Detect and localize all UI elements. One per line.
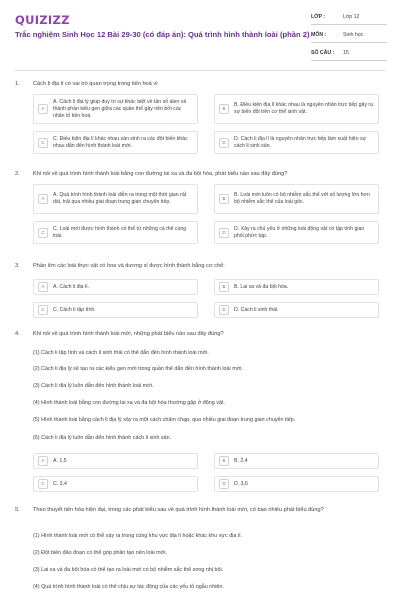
answer-option-a[interactable] (33, 279, 198, 295)
option-text: D. 3,6 (234, 480, 248, 487)
statement: (1) Hình thành loài mới có thể xảy ra trong cùng khu vực địa lí hoặc khác khu vực địa lí. (33, 533, 243, 539)
meta-value: Sinh học (343, 32, 364, 38)
statement: (4) Hình thành loài bằng con đường lai xa và đa bội hóa thường gặp ở động vật. (33, 400, 225, 406)
question-text: Khi nói về quá trình hình thành loài mới, những phát biểu nào sau đây đúng? (33, 331, 224, 337)
option-text: A. Quá trình hình thành loài diễn ra trong một thời gian rất dài, trải qua nhiều giai đoạn trung gian chuyển tiếp. (53, 192, 187, 205)
question-text: Cách li địa lí có vai trò quan trọng trong tiến hoá vì (33, 81, 158, 87)
answer-option-a[interactable] (33, 184, 198, 214)
meta-label: SỐ CÂU : (311, 50, 335, 56)
option-letter: D (219, 479, 229, 489)
question-text: Khi nói về quá trình hình thành loài bằng con đường lai xa và đa bội hóa, phát biểu nào sau đây đúng? (33, 171, 288, 177)
option-letter: A (38, 282, 48, 292)
statement: (3) Cách li địa lý luôn dẫn đến hình thành loài mới. (33, 383, 154, 389)
answer-option-b[interactable] (214, 94, 379, 124)
meta-label: MÔN : (311, 32, 327, 38)
answer-option-c[interactable] (33, 476, 198, 492)
option-text: B. Lai xa và đa bội hóa. (234, 283, 289, 290)
option-text: D. Cách li địa lí là nguyên nhân trực tiếp làm xuất hiện sự cách li sinh sản. (234, 135, 367, 149)
meta-value: 15 (343, 50, 349, 56)
answer-option-b[interactable] (214, 184, 379, 214)
question-number: 1. (15, 81, 20, 87)
answer-option-d[interactable] (214, 131, 379, 154)
statement: (4) Quá trình hình thành loài có thể chịu sự tác động của các yếu tố ngẫu nhiên. (33, 584, 224, 590)
meta-row-subject (311, 28, 387, 43)
worksheet-meta (311, 10, 387, 64)
question-text: Phần lớn các loài thực vật có hoa và dương xỉ được hình thành bằng cơ chế: (33, 263, 225, 269)
worksheet-title: Trắc nghiệm Sinh Học 12 Bài 29-30 (có đáp án): Quá trình hình thành loài (phần 2) (15, 30, 310, 39)
option-text: A. Cách li địa lý giúp duy trì sự khác biệt về tần số alen và thành phần kiểu gen giữa các quần thể gây nên bởi các nhân tố tiến hoá. (53, 98, 187, 119)
option-letter: B (219, 104, 229, 114)
option-text: D. Xảy ra chủ yếu ở những loài động vật có tập tính giao phối phức tạp. (234, 225, 365, 239)
answer-option-c[interactable] (33, 131, 198, 154)
option-text: B. 2,4 (234, 457, 248, 464)
option-letter: C (38, 228, 48, 238)
option-letter: C (38, 138, 48, 148)
question-number: 2. (15, 171, 20, 177)
answer-option-b[interactable] (214, 279, 379, 295)
meta-value: Lớp 12 (343, 14, 360, 20)
question-text: Theo thuyết tiến hóa hiện đại, trong các phát biểu sau về quá trình hình thành loài mới, có bao nhiêu phát biểu đúng? (33, 507, 324, 513)
statement: (3) Lai xa và đa bội hóa có thể tạo ra loài mới có bộ nhiễm sắc thể song nhị bội. (33, 567, 224, 573)
option-letter: C (38, 305, 48, 315)
option-letter: D (219, 228, 229, 238)
statement: (5) Hình thành loài bằng cách li địa lý xảy ra một cách chậm chạp, qua nhiều giai đoạn trung gian chuyển tiếp. (33, 417, 296, 423)
option-text: C. Cách li tập tính. (53, 306, 96, 313)
worksheet-header (0, 0, 400, 70)
option-letter: A (38, 194, 48, 204)
answer-option-a[interactable] (33, 94, 198, 124)
option-letter: A (38, 104, 48, 114)
answer-option-d[interactable] (214, 221, 379, 244)
answer-option-d[interactable] (214, 302, 379, 318)
meta-label: LỚP : (311, 14, 326, 20)
question-number: 5. (15, 507, 20, 513)
statement: (2) Cách li địa lý sẽ tạo ra các kiểu gen mới trong quần thể dẫn đến hình thành loài mới. (33, 366, 243, 372)
question-number: 3. (15, 263, 20, 269)
statement: (1) Cách li tập tính và cách li sinh thái có thể dẫn đến hình thành loài mới. (33, 350, 209, 356)
option-letter: B (219, 456, 229, 466)
answer-option-a[interactable] (33, 453, 198, 469)
answer-option-d[interactable] (214, 476, 379, 492)
option-letter: B (219, 282, 229, 292)
option-text: B. Điều kiện địa lí khác nhau là nguyên nhân trực tiếp gây ra sự biến đổi trên cơ thể sinh vật. (234, 102, 374, 115)
option-letter: D (219, 138, 229, 148)
option-text: C. Loài mới được hình thành có thể từ những cá thể cùng loài. (53, 225, 187, 239)
answer-option-c[interactable] (33, 221, 198, 244)
option-text: C. Điều kiện địa lí khác nhau sản sinh ra các đột biến khác nhau dẫn đến hình thành loài mới. (53, 135, 188, 149)
quizizz-logo: QUIZIZZ (15, 13, 70, 27)
option-text: D. Cách li sinh thái. (234, 306, 279, 313)
answer-option-b[interactable] (214, 453, 379, 469)
meta-row-count (311, 46, 387, 61)
option-letter: C (38, 479, 48, 489)
question-number: 4. (15, 331, 20, 337)
option-letter: B (219, 194, 229, 204)
option-letter: A (38, 456, 48, 466)
statement: (2) Đột biến đảo đoạn có thể góp phần tạo nên loài mới. (33, 550, 167, 556)
meta-row-grade (311, 10, 387, 25)
option-text: A. Cách li địa lí. (53, 283, 90, 290)
option-text: B. Loài mới luôn có bộ nhiễm sắc thể với số lượng lớn hơn bộ nhiễm sắc thể của loài gốc. (234, 192, 370, 205)
option-text: A. 1,5 (53, 457, 67, 464)
option-letter: D (219, 305, 229, 315)
option-text: C. 3,4 (53, 480, 67, 487)
header-divider (15, 70, 385, 71)
statement: (6) Cách li địa lý luôn dẫn đến hình thành cách li sinh sản. (33, 435, 172, 441)
answer-option-c[interactable] (33, 302, 198, 318)
